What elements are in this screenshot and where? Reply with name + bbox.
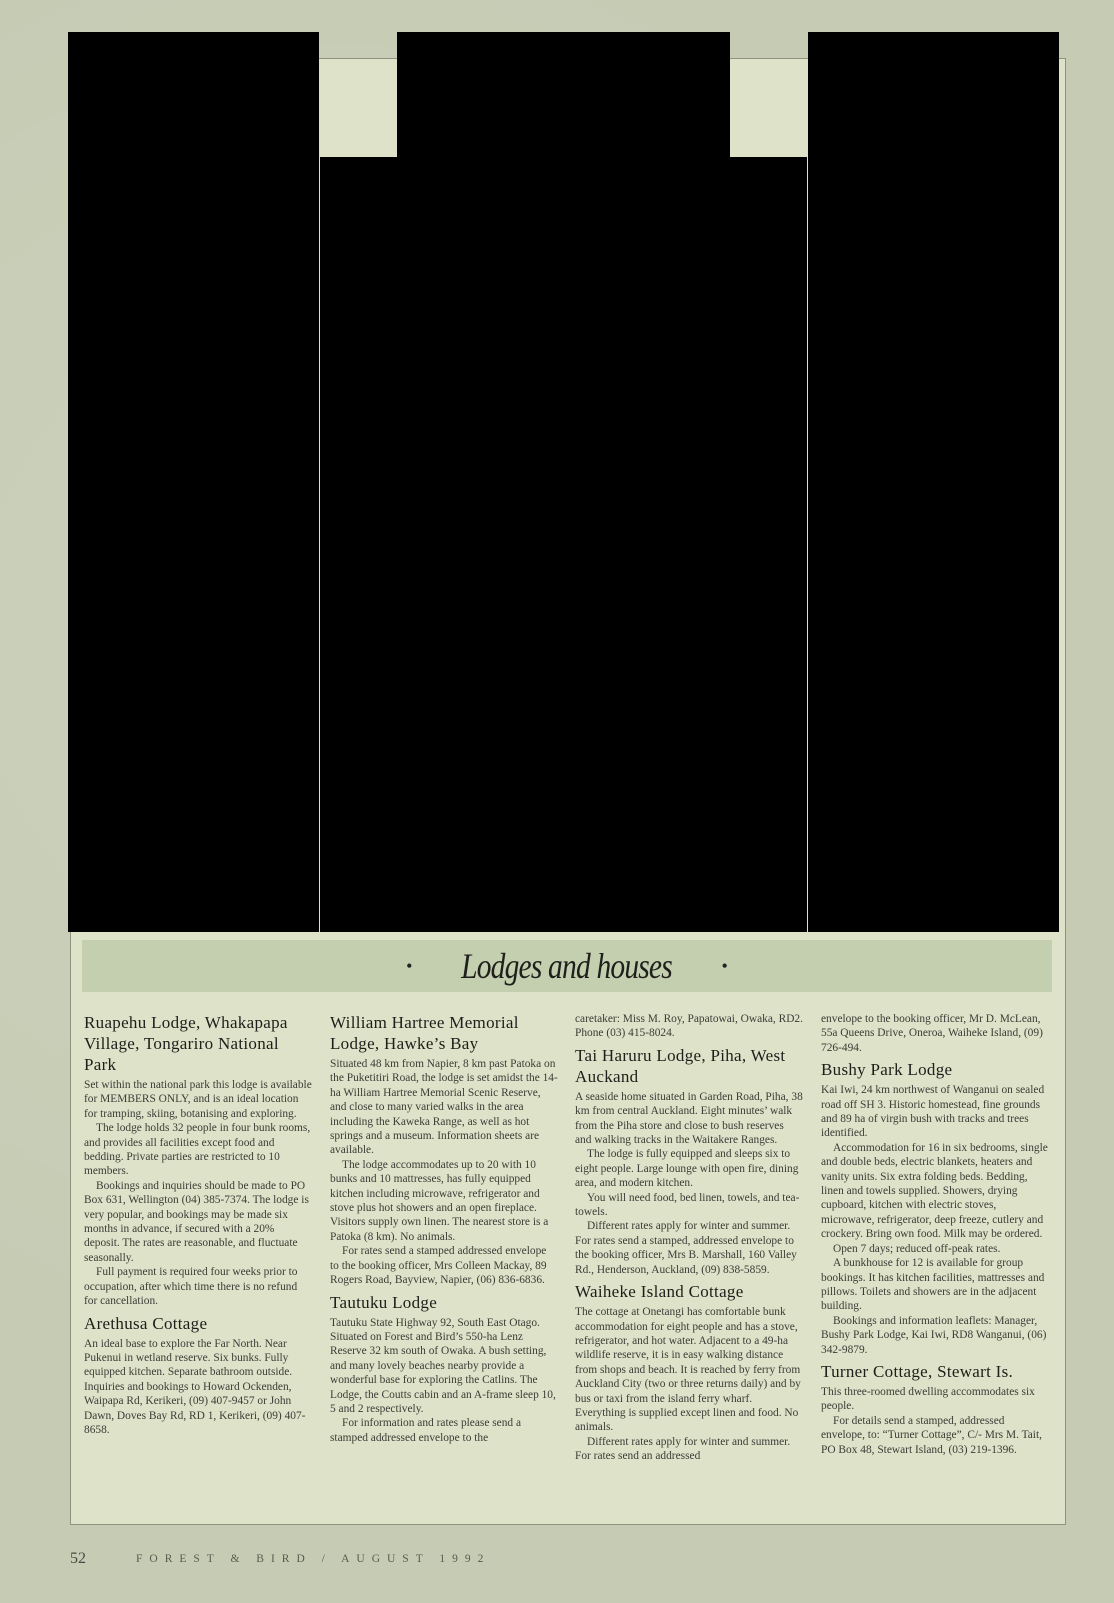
column-1 <box>84 1012 312 1437</box>
heading-waiheke-island-cottage: Waiheke Island Cottage <box>575 1282 744 1302</box>
title-bullet-right: • <box>721 955 728 976</box>
paragraph: Bookings and information leaflets: Manager, Bushy Park Lodge, Kai Iwi, RD8 Wanganui, (06) 342-9879. <box>821 1314 1047 1356</box>
paragraph: Different rates apply for winter and summer. For rates send an addressed <box>575 1435 791 1463</box>
heading-tautuku-lodge: Tautuku Lodge <box>330 1292 438 1312</box>
photo-right <box>808 32 1059 932</box>
section-title: Lodges and houses <box>461 946 673 986</box>
page-number: 52 <box>70 1550 86 1567</box>
page-footer <box>70 1550 670 1570</box>
paragraph: envelope to the booking officer, Mr D. McLean, 55a Queens Drive, Oneroa, Waiheke Island, (09) 726-494. <box>821 1013 1043 1054</box>
paragraph: Kai Iwi, 24 km northwest of Wanganui on sealed road off SH 3. Historic homestead, fine grounds and 89 ha of virgin bush with tracks and trees identified. <box>821 1084 1045 1140</box>
heading-turner-cottage: Turner Cottage, Stewart Is. <box>821 1361 1014 1381</box>
title-bullet-left: • <box>406 955 413 976</box>
paragraph: For information and rates please send a stamped addressed envelope to the <box>330 1417 522 1444</box>
paragraph: For rates send a stamped addressed envelope to the booking officer, Mrs Colleen Mackay, 89 Rogers Road, Bayview, Napier, (06) 836-6836. <box>330 1245 547 1287</box>
paragraph: caretaker: Miss M. Roy, Papatowai, Owaka, RD2. Phone (03) 415-8024. <box>575 1013 803 1040</box>
paragraph: Situated 48 km from Napier, 8 km past Patoka on the Puketitiri Road, the lodge is set amidst the 14-ha William Hartree Memorial Scenic Reserve, and close to many varied walks in the area including the Kaweka Range, as well as hot springs and a museum. Information sheets are available. <box>330 1058 558 1157</box>
paragraph: For details send a stamped, addressed envelope, to: “Turner Cottage”, C/- Mrs M. Tait, PO Box 48, Stewart Island, (03) 219-1396. <box>821 1414 1042 1456</box>
photo-left <box>68 32 319 932</box>
column-4 <box>821 1012 1049 1457</box>
section-title-band <box>82 940 1052 992</box>
column-2 <box>330 1012 558 1445</box>
paragraph: The lodge holds 32 people in four bunk rooms, and provides all facilities except food and bedding. Private parties are restricted to 10 members. <box>84 1122 311 1178</box>
paragraph: You will need food, bed linen, towels, and tea-towels. <box>575 1191 800 1219</box>
paragraph: A seaside home situated in Garden Road, Piha, 38 km from central Auckland. Eight minutes’ walk from the Piha store and close to bush reserves and walking tracks in the Waitakere Ranges. <box>575 1090 803 1147</box>
paragraph: Full payment is required four weeks prior to occupation, after which time there is no refund for cancellation. <box>84 1266 298 1308</box>
paragraph: The cottage at Onetangi has comfortable bunk accommodation for eight people and has a stove, refrigerator, and hot water. Adjacent to a 49-ha wildlife reserve, it is in easy walking distance from shops and beach. It is reached by ferry from Auckland City (two or three returns daily) and by bus or taxi from the island ferry wharf. Everything is supplied except linen and food. No animals. <box>575 1306 801 1434</box>
photo-center-top <box>397 32 730 157</box>
paragraph: This three-roomed dwelling accommodates six people. <box>821 1385 1035 1413</box>
paragraph: Tautuku State Highway 92, South East Otago. Situated on Forest and Bird’s 550-ha Lenz Reserve 32 km south of Owaka. A bush setting, and many lovely beaches nearby provide a wonderful base for exploring the Catlins. The Lodge, the Coutts cabin and an A-frame sleep 10, 5 and 2 respectively. <box>330 1316 556 1415</box>
paragraph: Set within the national park this lodge is available for MEMBERS ONLY, and is an ideal location for tramping, skiing, botanising and exploring. <box>84 1079 312 1120</box>
photo-center <box>320 157 807 932</box>
column-3 <box>575 1012 803 1464</box>
heading-tai-haruru-lodge: Tai Haruru Lodge, Piha, West Auckand <box>575 1045 786 1086</box>
masthead: FOREST & BIRD / AUGUST 1992 <box>136 1553 491 1565</box>
heading-bushy-park-lodge: Bushy Park Lodge <box>821 1060 953 1080</box>
heading-william-hartree-lodge: William Hartree Memorial Lodge, Hawke’s Bay <box>330 1013 519 1053</box>
heading-ruapehu-lodge: Ruapehu Lodge, Whakapapa Village, Tongariro National Park <box>84 1013 288 1074</box>
paragraph: Bookings and inquiries should be made to PO Box 631, Wellington (04) 385-7374. The lodge is very popular, and bookings may be made six months in advance, if secured with a 20% deposit. The rates are reasonable, and fluctuate seasonally. <box>84 1179 309 1264</box>
paragraph: Open 7 days; reduced off-peak rates. <box>833 1242 1001 1255</box>
paragraph: Different rates apply for winter and summer. For rates send a stamped, addressed envelope to the booking officer, Mrs B. Marshall, 160 Valley Rd., Henderson, Auckland, (09) 838-5859. <box>575 1220 797 1276</box>
paragraph: Accommodation for 16 in six bedrooms, single and double beds, electric blankets, heaters and vanity units. Six extra folding beds. Bedding, linen and towels supplied. Showers, drying cupboard, kitchen with electric stoves, microwave, refrigerator, deep freeze, cutlery and crockery. Bring own food. Milk may be ordered. <box>821 1141 1048 1241</box>
paragraph: The lodge is fully equipped and sleeps six to eight people. Large lounge with open fire, dining area, and modern kitchen. <box>575 1148 799 1190</box>
paragraph: A bunkhouse for 12 is available for group bookings. It has kitchen facilities, mattresses and pillows. Toilets and showers are in the adjacent building. <box>821 1257 1045 1313</box>
heading-arethusa-cottage: Arethusa Cottage <box>84 1313 208 1333</box>
article-columns <box>84 1012 1046 1512</box>
paragraph: The lodge accommodates up to 20 with 10 bunks and 10 mattresses, has fully equipped kitchen including microwave, refrigerator and stove plus hot showers and an open fireplace. Visitors supply own linen. The nearest store is a Patoka (8 km). No animals. <box>330 1158 549 1243</box>
paragraph: An ideal base to explore the Far North. Near Pukenui in wetland reserve. Six bunks. Fully equipped kitchen. Separate bathroom outside. Inquiries and bookings to Howard Ockenden, Waipapa Rd, Kerikeri, (09) 407-9457 or John Dawn, Doves Bay Rd, RD 1, Kerikeri, (09) 407-8658. <box>84 1337 306 1436</box>
